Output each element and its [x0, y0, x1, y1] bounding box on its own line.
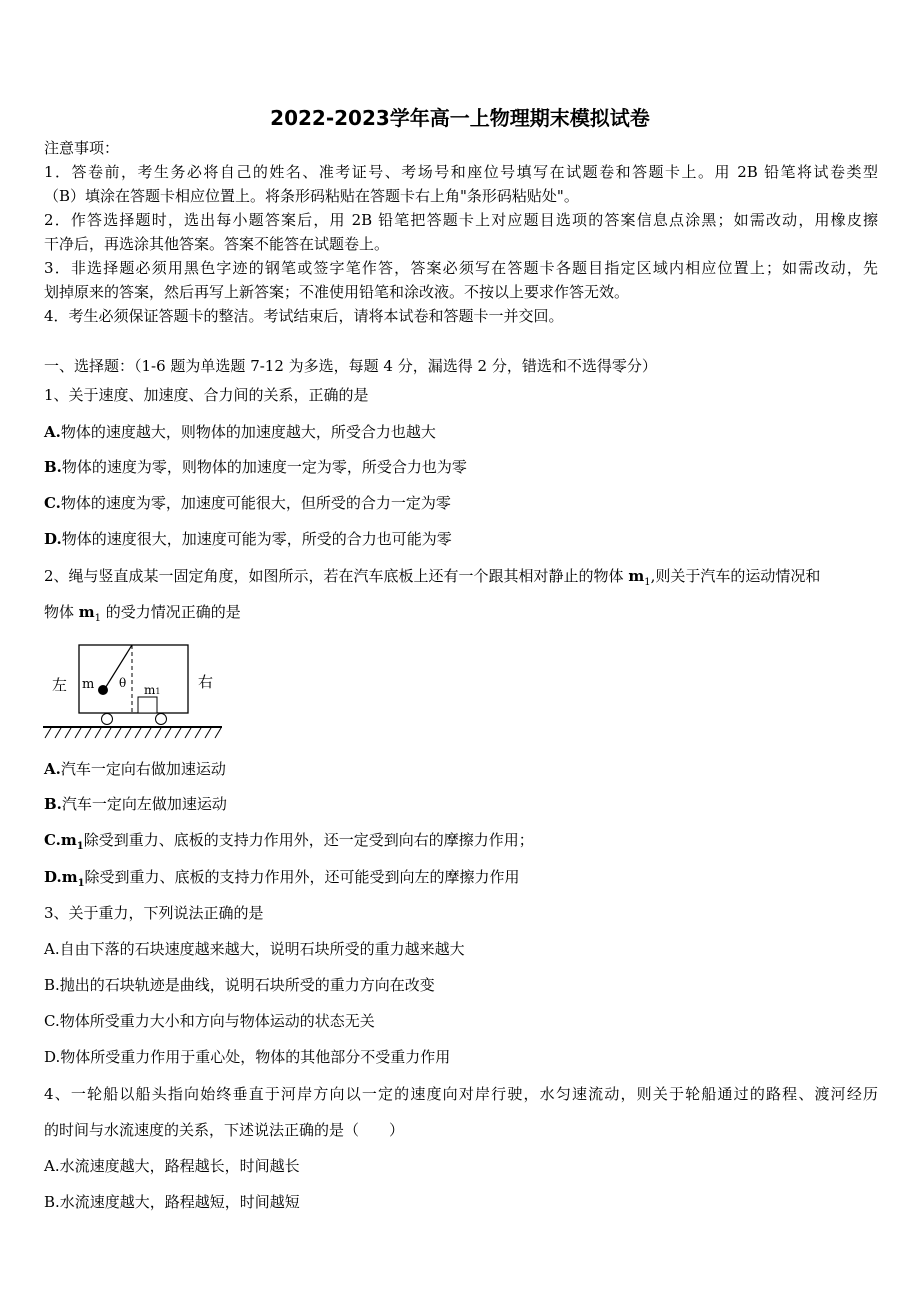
car-pendulum-figure — [40, 630, 230, 745]
q4-option-a: A.水流速度越大，路程越长，时间越长 — [44, 1157, 300, 1175]
question-1-stem: 1、关于速度、加速度、合力间的关系，正确的是 — [44, 386, 369, 404]
car-body — [79, 645, 188, 713]
notes-heading: 注意事项： — [44, 139, 120, 157]
q1-option-b: B.物体的速度为零，则物体的加速度一定为零，所受合力也为零 — [44, 458, 467, 476]
note-line: 3．非选择题必须用黑色字迹的钢笔或签字笔作答，答案必须写在答题卡各题目指定区域内相应位置上；如需改动，先 — [44, 259, 878, 277]
q2-option-d: $D.m_1$除受到重力、底板的支持力作用外，还可能受到向左的摩擦力作用 — [44, 868, 520, 889]
pendulum-ball — [98, 685, 108, 695]
wheel-right — [156, 714, 167, 725]
label-right: 右 — [198, 673, 214, 691]
question-3-stem: 3、关于重力，下列说法正确的是 — [44, 904, 264, 922]
q3-option-a: A.自由下落的石块速度越来越大，说明石块所受的重力越来越大 — [44, 940, 465, 958]
q3-option-d: D.物体所受重力作用于重心处，物体的其他部分不受重力作用 — [44, 1048, 451, 1066]
page-title: 2022-2023学年高一上物理期末模拟试卷 — [270, 106, 650, 130]
q1-option-d: D.物体的速度很大，加速度可能为零，所受的合力也可能为零 — [44, 530, 452, 548]
rope — [104, 645, 132, 690]
block-m1 — [138, 697, 157, 713]
note-line: 1．答卷前，考生务必将自己的姓名、准考证号、考场号和座位号填写在试题卷和答题卡上。用 2B 铅笔将试卷类型 — [44, 163, 878, 181]
wheel-left — [102, 714, 113, 725]
q2-option-c: $C.m_1$除受到重力、底板的支持力作用外，还一定受到向右的摩擦力作用； — [44, 831, 534, 852]
note-line: 干净后，再选涂其他答案。答案不能答在试题卷上。 — [44, 235, 390, 253]
section-heading: 一、选择题：（1-6 题为单选题 7-12 为多选，每题 4 分，漏选得 2 分，错选和不选得零分） — [44, 357, 657, 375]
label-left: 左 — [52, 676, 68, 694]
q1-option-a: A.物体的速度越大，则物体的加速度越大，所受合力也越大 — [44, 423, 436, 441]
ground-hatching — [45, 728, 221, 738]
q1-option-c: C.物体的速度为零，加速度可能很大，但所受的合力一定为零 — [44, 494, 451, 512]
note-line: 划掉原来的答案，然后再写上新答案；不准使用铅笔和涂改液。不按以上要求作答无效。 — [44, 283, 630, 301]
q3-option-c: C.物体所受重力大小和方向与物体运动的状态无关 — [44, 1012, 375, 1030]
question-2-stem: 2、绳与竖直成某一固定角度，如图所示，若在汽车底板上还有一个跟其相对静止的物体 $m_1$,则关于汽车的运动情况和 — [44, 567, 821, 588]
question-2-stem-cont: 物体 $m_1$ 的受力情况正确的是 — [44, 603, 241, 624]
q3-option-b: B.抛出的石块轨迹是曲线，说明石块所受的重力方向在改变 — [44, 976, 435, 994]
q4-option-b: B.水流速度越大，路程越短，时间越短 — [44, 1193, 300, 1211]
question-4-stem: 4、一轮船以船头指向始终垂直于河岸方向以一定的速度向对岸行驶，水匀速流动，则关于轮船通过的路程、渡河经历 — [44, 1085, 878, 1103]
q2-option-a: A.汽车一定向右做加速运动 — [44, 760, 226, 778]
note-line: 2．作答选择题时，选出每小题答案后，用 2B 铅笔把答题卡上对应题目选项的答案信息点涂黑；如需改动，用橡皮擦 — [44, 211, 878, 229]
note-line: 4．考生必须保证答题卡的整洁。考试结束后，请将本试卷和答题卡一并交回。 — [44, 307, 564, 325]
label-m1: m1 — [144, 683, 161, 697]
q2-option-b: B.汽车一定向左做加速运动 — [44, 795, 227, 813]
question-4-stem-cont: 的时间与水流速度的关系，下述说法正确的是（ ） — [44, 1121, 405, 1139]
label-m: m — [82, 677, 95, 692]
label-theta: θ — [119, 676, 127, 690]
note-line: （B）填涂在答题卡相应位置上。将条形码粘贴在答题卡右上角"条形码粘贴处"。 — [44, 187, 579, 205]
